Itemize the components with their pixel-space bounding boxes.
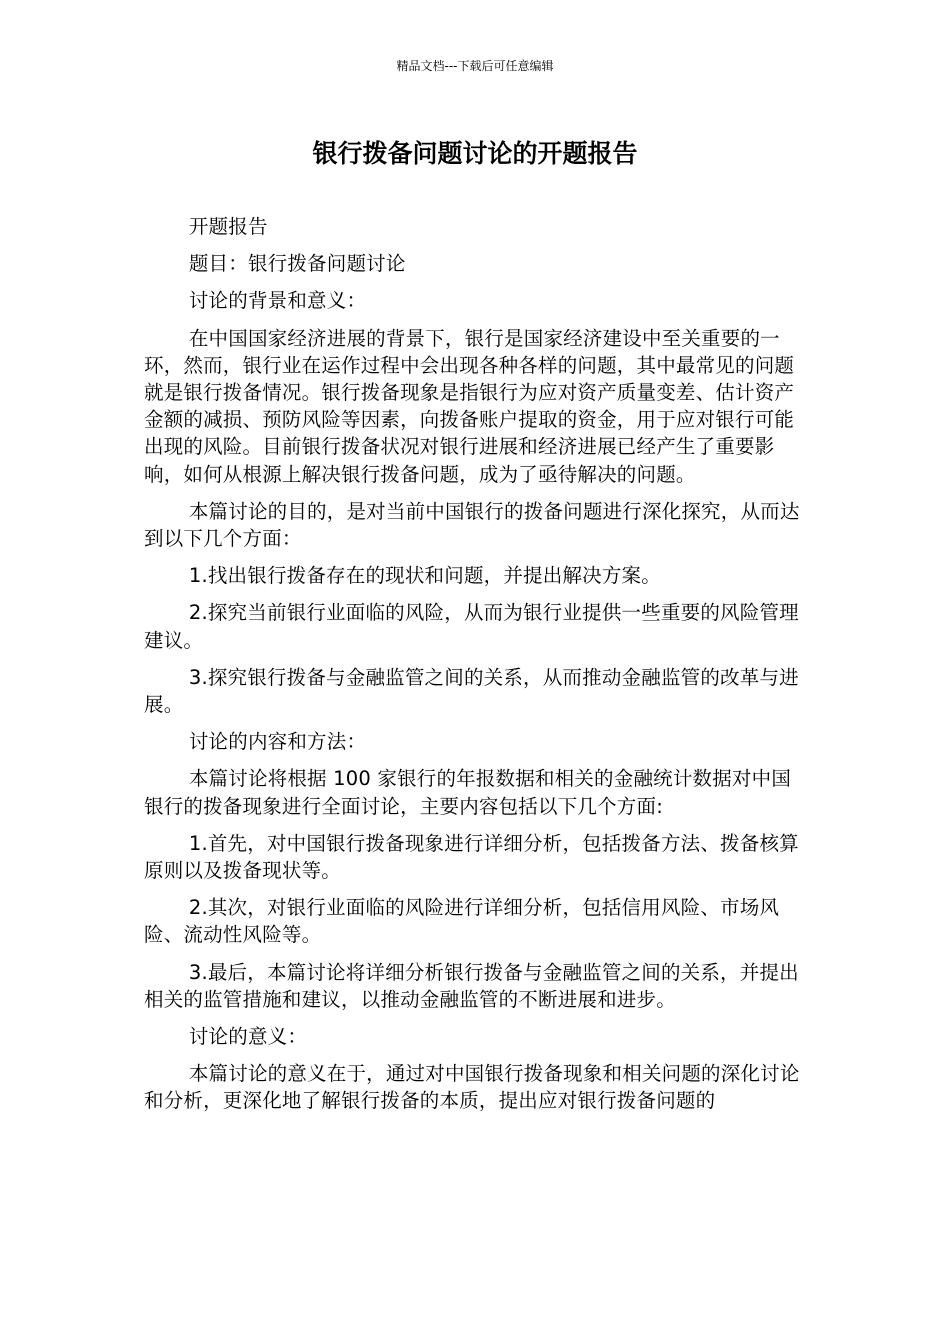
section-heading-background: 讨论的背景和意义： xyxy=(188,289,367,313)
document-body xyxy=(144,213,800,1125)
paragraph-background: 在中国国家经济进展的背景下，银行是国家经济建设中至关重要的一环，然而，银行业在运作过程中会出现各种各样的问题，其中最常见的问题就是银行拨备情况。银行拨备现象是指银行为应对资产质量变差、估计资产金额的减损、预防风险等因素，向拨备账户提取的资金，用于应对银行可能出现的风险。目前银行拨备状况对银行进展和经济进展已经产生了重要影响，如何从根源上解决银行拨备问题，成为了亟待解决的问题。 xyxy=(144,326,795,486)
section-heading-content-method: 讨论的内容和方法： xyxy=(188,730,367,754)
paragraph-topic: 题目：银行拨备问题讨论 xyxy=(188,252,406,276)
paragraph-content-method: 本篇讨论将根据 100 家银行的年报数据和相关的金融统计数据对中国银行的拨备现象进行全面讨论，主要内容包括以下几个方面: xyxy=(144,767,792,818)
list-item-purpose-1: 1.找出银行拨备存在的现状和问题，并提出解决方案。 xyxy=(188,564,661,588)
page-header-watermark: 精品文档---下载后可任意编辑 xyxy=(396,59,554,73)
list-item-purpose-2: 2.探究当前银行业面临的风险，从而为银行业提供一些重要的风险管理建议。 xyxy=(144,601,799,652)
section-heading-significance: 讨论的意义： xyxy=(188,1025,308,1049)
list-item-content-1: 1.首先，对中国银行拨备现象进行详细分析，包括拨备方法、拨备核算原则以及拨备现状等。 xyxy=(144,831,799,883)
paragraph-report-label: 开题报告 xyxy=(188,215,268,238)
paragraph-purpose: 本篇讨论的目的，是对当前中国银行的拨备问题进行深化探究，从而达到以下几个方面： xyxy=(144,499,800,551)
paragraph-significance: 本篇讨论的意义在于，通过对中国银行拨备现象和相关问题的深化讨论和分析，更深化地了解银行拨备的本质，提出应对银行拨备问题的 xyxy=(144,1062,800,1113)
list-item-purpose-3: 3.探究银行拨备与金融监管之间的关系，从而推动金融监管的改革与进展。 xyxy=(144,665,799,717)
document-title: 银行拨备问题讨论的开题报告 xyxy=(312,139,638,168)
list-item-content-3: 3.最后，本篇讨论将详细分析银行拨备与金融监管之间的关系，并提出相关的监管措施和建议，以推动金融监管的不断进展和进步。 xyxy=(144,960,799,1011)
list-item-content-2: 2.其次，对银行业面临的风险进行详细分析，包括信用风险、市场风险、流动性风险等。 xyxy=(144,896,780,947)
